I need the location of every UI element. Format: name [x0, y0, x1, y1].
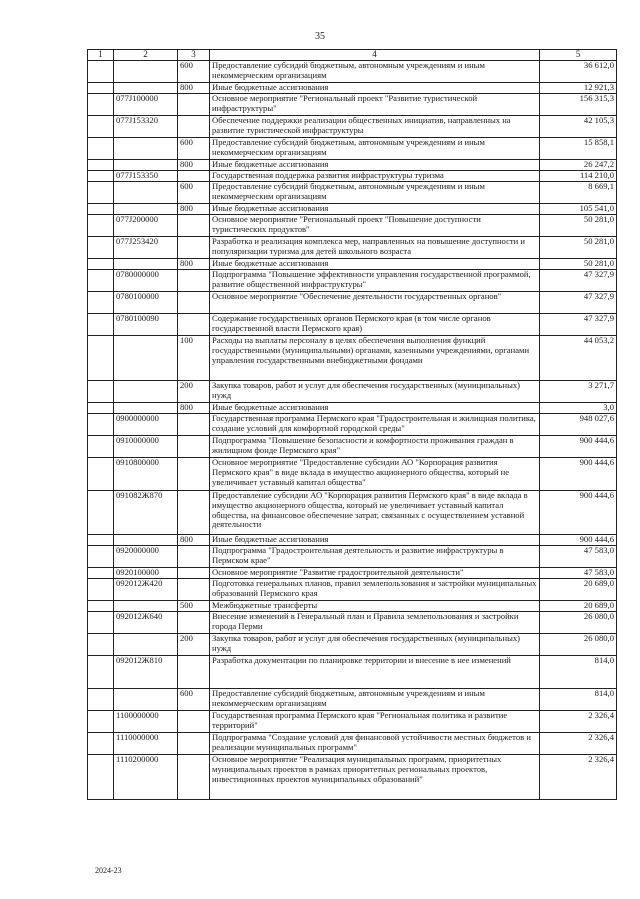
table-row	[88, 381, 617, 403]
item-name-cell: Основное мероприятие "Региональный проект "Развитие туристической инфраструктуры"	[210, 94, 540, 116]
table-row	[88, 403, 617, 414]
expense-type-cell	[178, 292, 210, 314]
table-row	[88, 491, 617, 535]
expense-type-cell	[178, 458, 210, 491]
expense-type-cell	[178, 656, 210, 689]
target-code-cell: 0920100000	[114, 568, 178, 579]
table-row	[88, 171, 617, 182]
item-name-cell: Подготовка генеральных планов, правил землепользования и застройки муниципальных образований Пермского края	[210, 579, 540, 601]
item-name-cell: Государственная поддержка развития инфраструктуры туризма	[210, 171, 540, 182]
expense-type-cell: 200	[178, 634, 210, 656]
row-index-cell	[88, 292, 114, 314]
amount-cell: 900 444,6	[540, 436, 617, 458]
target-code-cell: 0910800000	[114, 458, 178, 491]
target-code-cell: 092012Ж640	[114, 612, 178, 634]
expense-type-cell	[178, 546, 210, 568]
header-col-1: 1	[88, 50, 114, 61]
target-code-cell: 077J153350	[114, 171, 178, 182]
target-code-cell	[114, 61, 178, 83]
amount-cell: 20 689,0	[540, 601, 617, 612]
target-code-cell: 091082Ж870	[114, 491, 178, 535]
table-row	[88, 138, 617, 160]
target-code-cell: 0920000000	[114, 546, 178, 568]
expense-type-cell: 600	[178, 61, 210, 83]
target-code-cell: 1110000000	[114, 733, 178, 755]
item-name-cell: Иные бюджетные ассигнования	[210, 535, 540, 546]
target-code-cell: 0910000000	[114, 436, 178, 458]
amount-cell: 47 583,0	[540, 568, 617, 579]
table-row	[88, 601, 617, 612]
expense-type-cell	[178, 94, 210, 116]
expense-type-cell	[178, 116, 210, 138]
row-index-cell	[88, 733, 114, 755]
item-name-cell: Иные бюджетные ассигнования	[210, 204, 540, 215]
row-index-cell	[88, 755, 114, 800]
row-index-cell	[88, 116, 114, 138]
item-name-cell: Содержание государственных органов Пермского края (в том числе органов государственной власти Пермского края)	[210, 314, 540, 336]
expense-type-cell: 500	[178, 601, 210, 612]
row-index-cell	[88, 579, 114, 601]
item-name-cell: Предоставление субсидий бюджетным, автономным учреждениям и иным некоммерческим организациям	[210, 61, 540, 83]
table-row	[88, 160, 617, 171]
expense-type-cell: 800	[178, 83, 210, 94]
table-row	[88, 458, 617, 491]
amount-cell: 47 327,9	[540, 292, 617, 314]
target-code-cell	[114, 160, 178, 171]
expense-type-cell	[178, 314, 210, 336]
target-code-cell	[114, 182, 178, 204]
amount-cell: 948 027,6	[540, 414, 617, 436]
row-index-cell	[88, 711, 114, 733]
amount-cell: 900 444,6	[540, 535, 617, 546]
item-name-cell: Основное мероприятие "Реализация муниципальных программ, приоритетных муниципальных проектов в рамках приоритетных региональных проектов, инвестиционных проектов муниципальных образований"	[210, 755, 540, 800]
table-row	[88, 579, 617, 601]
document-code: 2024-23	[95, 866, 122, 875]
row-index-cell	[88, 546, 114, 568]
row-index-cell	[88, 336, 114, 381]
row-index-cell	[88, 61, 114, 83]
table-row	[88, 612, 617, 634]
expense-type-cell	[178, 270, 210, 292]
expense-type-cell	[178, 237, 210, 259]
target-code-cell	[114, 259, 178, 270]
amount-cell: 105 541,0	[540, 204, 617, 215]
expense-type-cell: 600	[178, 689, 210, 711]
row-index-cell	[88, 83, 114, 94]
header-col-3: 3	[178, 50, 210, 61]
row-index-cell	[88, 491, 114, 535]
target-code-cell: 077J100000	[114, 94, 178, 116]
target-code-cell: 0780100090	[114, 314, 178, 336]
expense-type-cell	[178, 612, 210, 634]
target-code-cell: 0900000000	[114, 414, 178, 436]
amount-cell: 50 281,0	[540, 259, 617, 270]
amount-cell: 47 327,9	[540, 314, 617, 336]
amount-cell: 814,0	[540, 689, 617, 711]
item-name-cell: Основное мероприятие "Развитие градостроительной деятельности"	[210, 568, 540, 579]
amount-cell: 114 210,0	[540, 171, 617, 182]
target-code-cell	[114, 138, 178, 160]
expense-type-cell: 600	[178, 138, 210, 160]
item-name-cell: Закупка товаров, работ и услуг для обеспечения государственных (муниципальных) нужд	[210, 634, 540, 656]
item-name-cell: Государственная программа Пермского края "Региональная политика и развитие территорий"	[210, 711, 540, 733]
expense-type-cell	[178, 733, 210, 755]
target-code-cell: 077J153320	[114, 116, 178, 138]
row-index-cell	[88, 204, 114, 215]
amount-cell: 900 444,6	[540, 458, 617, 491]
amount-cell: 8 669,1	[540, 182, 617, 204]
target-code-cell: 1110200000	[114, 755, 178, 800]
table-row	[88, 535, 617, 546]
row-index-cell	[88, 689, 114, 711]
row-index-cell	[88, 414, 114, 436]
amount-cell: 47 583,0	[540, 546, 617, 568]
item-name-cell: Разработка документации по планировке территории и внесение в нее изменений	[210, 656, 540, 689]
row-index-cell	[88, 601, 114, 612]
table-row	[88, 436, 617, 458]
expense-type-cell: 100	[178, 336, 210, 381]
expense-type-cell	[178, 568, 210, 579]
amount-cell: 44 053,2	[540, 336, 617, 381]
table-row	[88, 689, 617, 711]
expense-type-cell	[178, 414, 210, 436]
page-number: 35	[315, 31, 325, 42]
row-index-cell	[88, 237, 114, 259]
target-code-cell	[114, 634, 178, 656]
table-row	[88, 204, 617, 215]
expense-type-cell	[178, 755, 210, 800]
item-name-cell: Иные бюджетные ассигнования	[210, 403, 540, 414]
table-row	[88, 314, 617, 336]
item-name-cell: Межбюджетные трансферты	[210, 601, 540, 612]
row-index-cell	[88, 94, 114, 116]
row-index-cell	[88, 535, 114, 546]
item-name-cell: Подпрограмма "Градостроительная деятельность и развитие инфраструктуры в Пермском крае"	[210, 546, 540, 568]
expense-type-cell	[178, 491, 210, 535]
table-row	[88, 61, 617, 83]
amount-cell: 36 612,0	[540, 61, 617, 83]
item-name-cell: Основное мероприятие "Обеспечение деятельности государственных органов"	[210, 292, 540, 314]
item-name-cell: Расходы на выплаты персоналу в целях обеспечения выполнения функций государственными (муниципальными) органами, казенными учреждениями, органами управления государственными внебюджетными фондами	[210, 336, 540, 381]
expense-type-cell	[178, 436, 210, 458]
target-code-cell	[114, 83, 178, 94]
table-row	[88, 94, 617, 116]
header-col-4: 4	[210, 50, 540, 61]
table-row	[88, 270, 617, 292]
item-name-cell: Подпрограмма "Повышение эффективности управления государственной программой, развитие общественной инфраструктуры"	[210, 270, 540, 292]
budget-table	[87, 49, 617, 800]
target-code-cell: 092012Ж420	[114, 579, 178, 601]
expense-type-cell	[178, 171, 210, 182]
table-row	[88, 414, 617, 436]
target-code-cell: 0780000000	[114, 270, 178, 292]
row-index-cell	[88, 182, 114, 204]
table-row	[88, 568, 617, 579]
expense-type-cell	[178, 711, 210, 733]
table-row	[88, 546, 617, 568]
header-col-2: 2	[114, 50, 178, 61]
row-index-cell	[88, 436, 114, 458]
amount-cell: 50 281,0	[540, 237, 617, 259]
row-index-cell	[88, 259, 114, 270]
table-row	[88, 634, 617, 656]
target-code-cell	[114, 204, 178, 215]
table-row	[88, 237, 617, 259]
table-row	[88, 755, 617, 800]
target-code-cell	[114, 336, 178, 381]
item-name-cell: Внесение изменений в Генеральный план и Правила землепользования и застройки города Перми	[210, 612, 540, 634]
item-name-cell: Государственная программа Пермского края "Градостроительная и жилищная политика, создание условий для комфортной городской среды"	[210, 414, 540, 436]
row-index-cell	[88, 381, 114, 403]
amount-cell: 26 080,0	[540, 612, 617, 634]
table-header	[88, 50, 617, 61]
amount-cell: 50 281,0	[540, 215, 617, 237]
table-row	[88, 83, 617, 94]
target-code-cell	[114, 601, 178, 612]
expense-type-cell: 600	[178, 182, 210, 204]
item-name-cell: Предоставление субсидии АО "Корпорация развития Пермского края" в виде вклада в имущество акционерного общества, который не увеличивает уставный капитал общества, на финансовое обеспечение затрат, связанных с осуществлением уставной деятельности	[210, 491, 540, 535]
amount-cell: 2 326,4	[540, 711, 617, 733]
row-index-cell	[88, 314, 114, 336]
table-body	[88, 61, 617, 800]
item-name-cell: Иные бюджетные ассигнования	[210, 259, 540, 270]
item-name-cell: Подпрограмма "Создание условий для финансовой устойчивости местных бюджетов и реализации муниципальных программ"	[210, 733, 540, 755]
row-index-cell	[88, 612, 114, 634]
row-index-cell	[88, 270, 114, 292]
amount-cell: 2 326,4	[540, 733, 617, 755]
header-col-5: 5	[540, 50, 617, 61]
amount-cell: 15 858,1	[540, 138, 617, 160]
expense-type-cell: 800	[178, 204, 210, 215]
table-row	[88, 215, 617, 237]
item-name-cell: Разработка и реализация комплекса мер, направленных на повышение доступности и популяризации туризма для детей школьного возраста	[210, 237, 540, 259]
amount-cell: 3 271,7	[540, 381, 617, 403]
amount-cell: 20 689,0	[540, 579, 617, 601]
row-index-cell	[88, 403, 114, 414]
item-name-cell: Обеспечение поддержки реализации общественных инициатив, направленных на развитие туристической инфраструктуры	[210, 116, 540, 138]
target-code-cell	[114, 403, 178, 414]
row-index-cell	[88, 160, 114, 171]
target-code-cell: 077J253420	[114, 237, 178, 259]
table-row	[88, 259, 617, 270]
expense-type-cell: 800	[178, 403, 210, 414]
row-index-cell	[88, 458, 114, 491]
target-code-cell: 0780100000	[114, 292, 178, 314]
item-name-cell: Предоставление субсидий бюджетным, автономным учреждениям и иным некоммерческим организациям	[210, 182, 540, 204]
table-row	[88, 733, 617, 755]
item-name-cell: Основное мероприятие "Предоставление субсидии АО "Корпорация развития Пермского края" в виде вклада в имущество акционерного общества, который не увеличивает уставный капитал общества"	[210, 458, 540, 491]
table-row	[88, 116, 617, 138]
amount-cell: 26 247,2	[540, 160, 617, 171]
amount-cell: 42 105,3	[540, 116, 617, 138]
row-index-cell	[88, 568, 114, 579]
item-name-cell: Закупка товаров, работ и услуг для обеспечения государственных (муниципальных) нужд	[210, 381, 540, 403]
row-index-cell	[88, 138, 114, 160]
expense-type-cell: 200	[178, 381, 210, 403]
item-name-cell: Предоставление субсидий бюджетным, автономным учреждениям и иным некоммерческим организациям	[210, 138, 540, 160]
table-row	[88, 336, 617, 381]
table-row	[88, 182, 617, 204]
row-index-cell	[88, 215, 114, 237]
amount-cell: 12 921,3	[540, 83, 617, 94]
amount-cell: 156 315,3	[540, 94, 617, 116]
expense-type-cell: 800	[178, 535, 210, 546]
expense-type-cell	[178, 215, 210, 237]
expense-type-cell	[178, 579, 210, 601]
target-code-cell	[114, 535, 178, 546]
amount-cell: 3,0	[540, 403, 617, 414]
target-code-cell	[114, 381, 178, 403]
table-row	[88, 711, 617, 733]
item-name-cell: Основное мероприятие "Региональный проект "Повышение доступности туристических продуктов"	[210, 215, 540, 237]
amount-cell: 26 080,0	[540, 634, 617, 656]
item-name-cell: Иные бюджетные ассигнования	[210, 83, 540, 94]
row-index-cell	[88, 634, 114, 656]
row-index-cell	[88, 656, 114, 689]
amount-cell: 900 444,6	[540, 491, 617, 535]
item-name-cell: Иные бюджетные ассигнования	[210, 160, 540, 171]
target-code-cell	[114, 689, 178, 711]
amount-cell: 2 326,4	[540, 755, 617, 800]
target-code-cell: 092012Ж810	[114, 656, 178, 689]
target-code-cell: 1100000000	[114, 711, 178, 733]
item-name-cell: Предоставление субсидий бюджетным, автономным учреждениям и иным некоммерческим организациям	[210, 689, 540, 711]
target-code-cell: 077J200000	[114, 215, 178, 237]
table-row	[88, 656, 617, 689]
table-row	[88, 292, 617, 314]
amount-cell: 47 327,9	[540, 270, 617, 292]
amount-cell: 814,0	[540, 656, 617, 689]
expense-type-cell: 800	[178, 160, 210, 171]
item-name-cell: Подпрограмма "Повышение безопасности и комфортности проживания граждан в жилищном фонде Пермского края"	[210, 436, 540, 458]
expense-type-cell: 800	[178, 259, 210, 270]
row-index-cell	[88, 171, 114, 182]
